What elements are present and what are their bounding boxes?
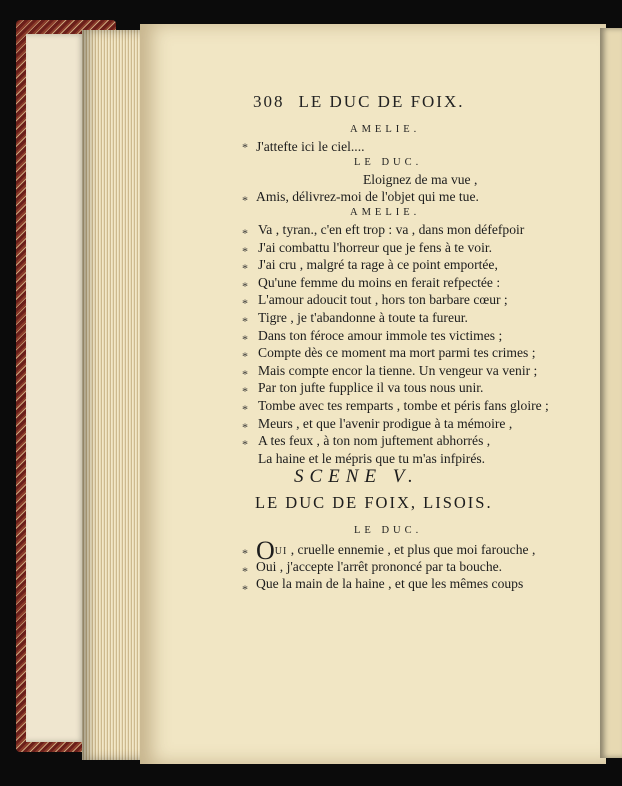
- margin-mark: *: [242, 314, 248, 328]
- drop-cap: O: [256, 536, 275, 565]
- speaker-amelie: AMELIE.: [350, 207, 421, 218]
- margin-mark: *: [242, 419, 248, 434]
- margin-mark: *: [242, 331, 248, 346]
- margin-mark: *: [242, 193, 248, 207]
- verse-line: Compte dès ce moment ma mort parmi tes crimes ;: [258, 345, 536, 361]
- facing-page-edge: [600, 28, 622, 758]
- margin-mark: *: [242, 278, 248, 293]
- margin-mark: *: [242, 349, 248, 364]
- verse-line: Dans ton féroce amour immole tes victimes ;: [258, 327, 503, 343]
- margin-mark: *: [242, 402, 248, 416]
- scene-title: SCENE V.: [294, 466, 419, 487]
- small-caps: UI: [274, 546, 288, 557]
- margin-mark: *: [242, 437, 248, 452]
- verse-line: Tigre , je t'abandonne à toute ta fureur.: [258, 310, 468, 325]
- margin-mark: *: [242, 226, 248, 240]
- verse-line: Oui , j'accepte l'arrêt prononcé par ta bouche.: [256, 559, 503, 574]
- margin-mark: *: [242, 564, 248, 578]
- verse-line: Par ton jufte fupplice il va tous nous unir.: [258, 380, 484, 396]
- verse-line: Qu'une femme du moins en ferait refpectée :: [258, 274, 501, 290]
- speaker-amelie: AMELIE.: [350, 124, 421, 135]
- verse-line: J'ai combattu l'horreur que je fens à te voir.: [258, 239, 493, 255]
- verse-line: Va , tyran., c'en eft trop : va , dans mon défefpoir: [258, 222, 525, 237]
- margin-mark: *: [242, 140, 248, 154]
- verse-line: Meurs , et que l'avenir prodigue à ta mémoire ,: [258, 415, 513, 431]
- verse-line: J'ai cru , malgré ta rage à ce point emportée,: [258, 257, 498, 273]
- running-title: LE DUC DE FOIX.: [298, 92, 465, 111]
- verse-line: La haine et le mépris que tu m'as infpirés.: [258, 450, 486, 466]
- margin-mark: *: [242, 296, 248, 311]
- margin-mark: *: [242, 366, 248, 381]
- page-edges: [82, 30, 146, 760]
- verse-line: Que la main de la haine , et que les mêmes coups: [256, 576, 524, 591]
- margin-mark: *: [242, 546, 248, 560]
- margin-mark: *: [242, 582, 248, 596]
- verse-line: Mais compte encor la tienne. Un vengeur va venir ;: [258, 362, 538, 378]
- margin-mark: *: [242, 384, 248, 399]
- running-header: [253, 92, 503, 112]
- endpaper: [26, 34, 84, 742]
- verse-line-rest: , cruelle ennemie , et plus que moi farouche ,: [290, 542, 536, 557]
- verse-line: Tombe avec tes remparts , tombe et péris fans gloire ;: [258, 398, 549, 413]
- verse-line: Amis, délivrez-moi de l'objet qui me tue.: [256, 189, 479, 204]
- verse-line: Eloignez de ma vue ,: [363, 172, 478, 187]
- verse-line: A tes feux , à ton nom juftement abhorrés ,: [258, 433, 491, 449]
- verse-line: L'amour adoucit tout , hors ton barbare cœur ;: [258, 292, 508, 308]
- speaker-le-duc: LE DUC.: [354, 525, 423, 536]
- scene-characters: LE DUC DE FOIX, LISOIS.: [255, 493, 493, 512]
- margin-mark: *: [242, 243, 248, 258]
- speaker-le-duc: LE DUC.: [354, 157, 423, 168]
- page-number: 308: [253, 92, 285, 111]
- margin-mark: *: [242, 261, 248, 276]
- verse-line: J'attefte ici le ciel....: [256, 139, 365, 154]
